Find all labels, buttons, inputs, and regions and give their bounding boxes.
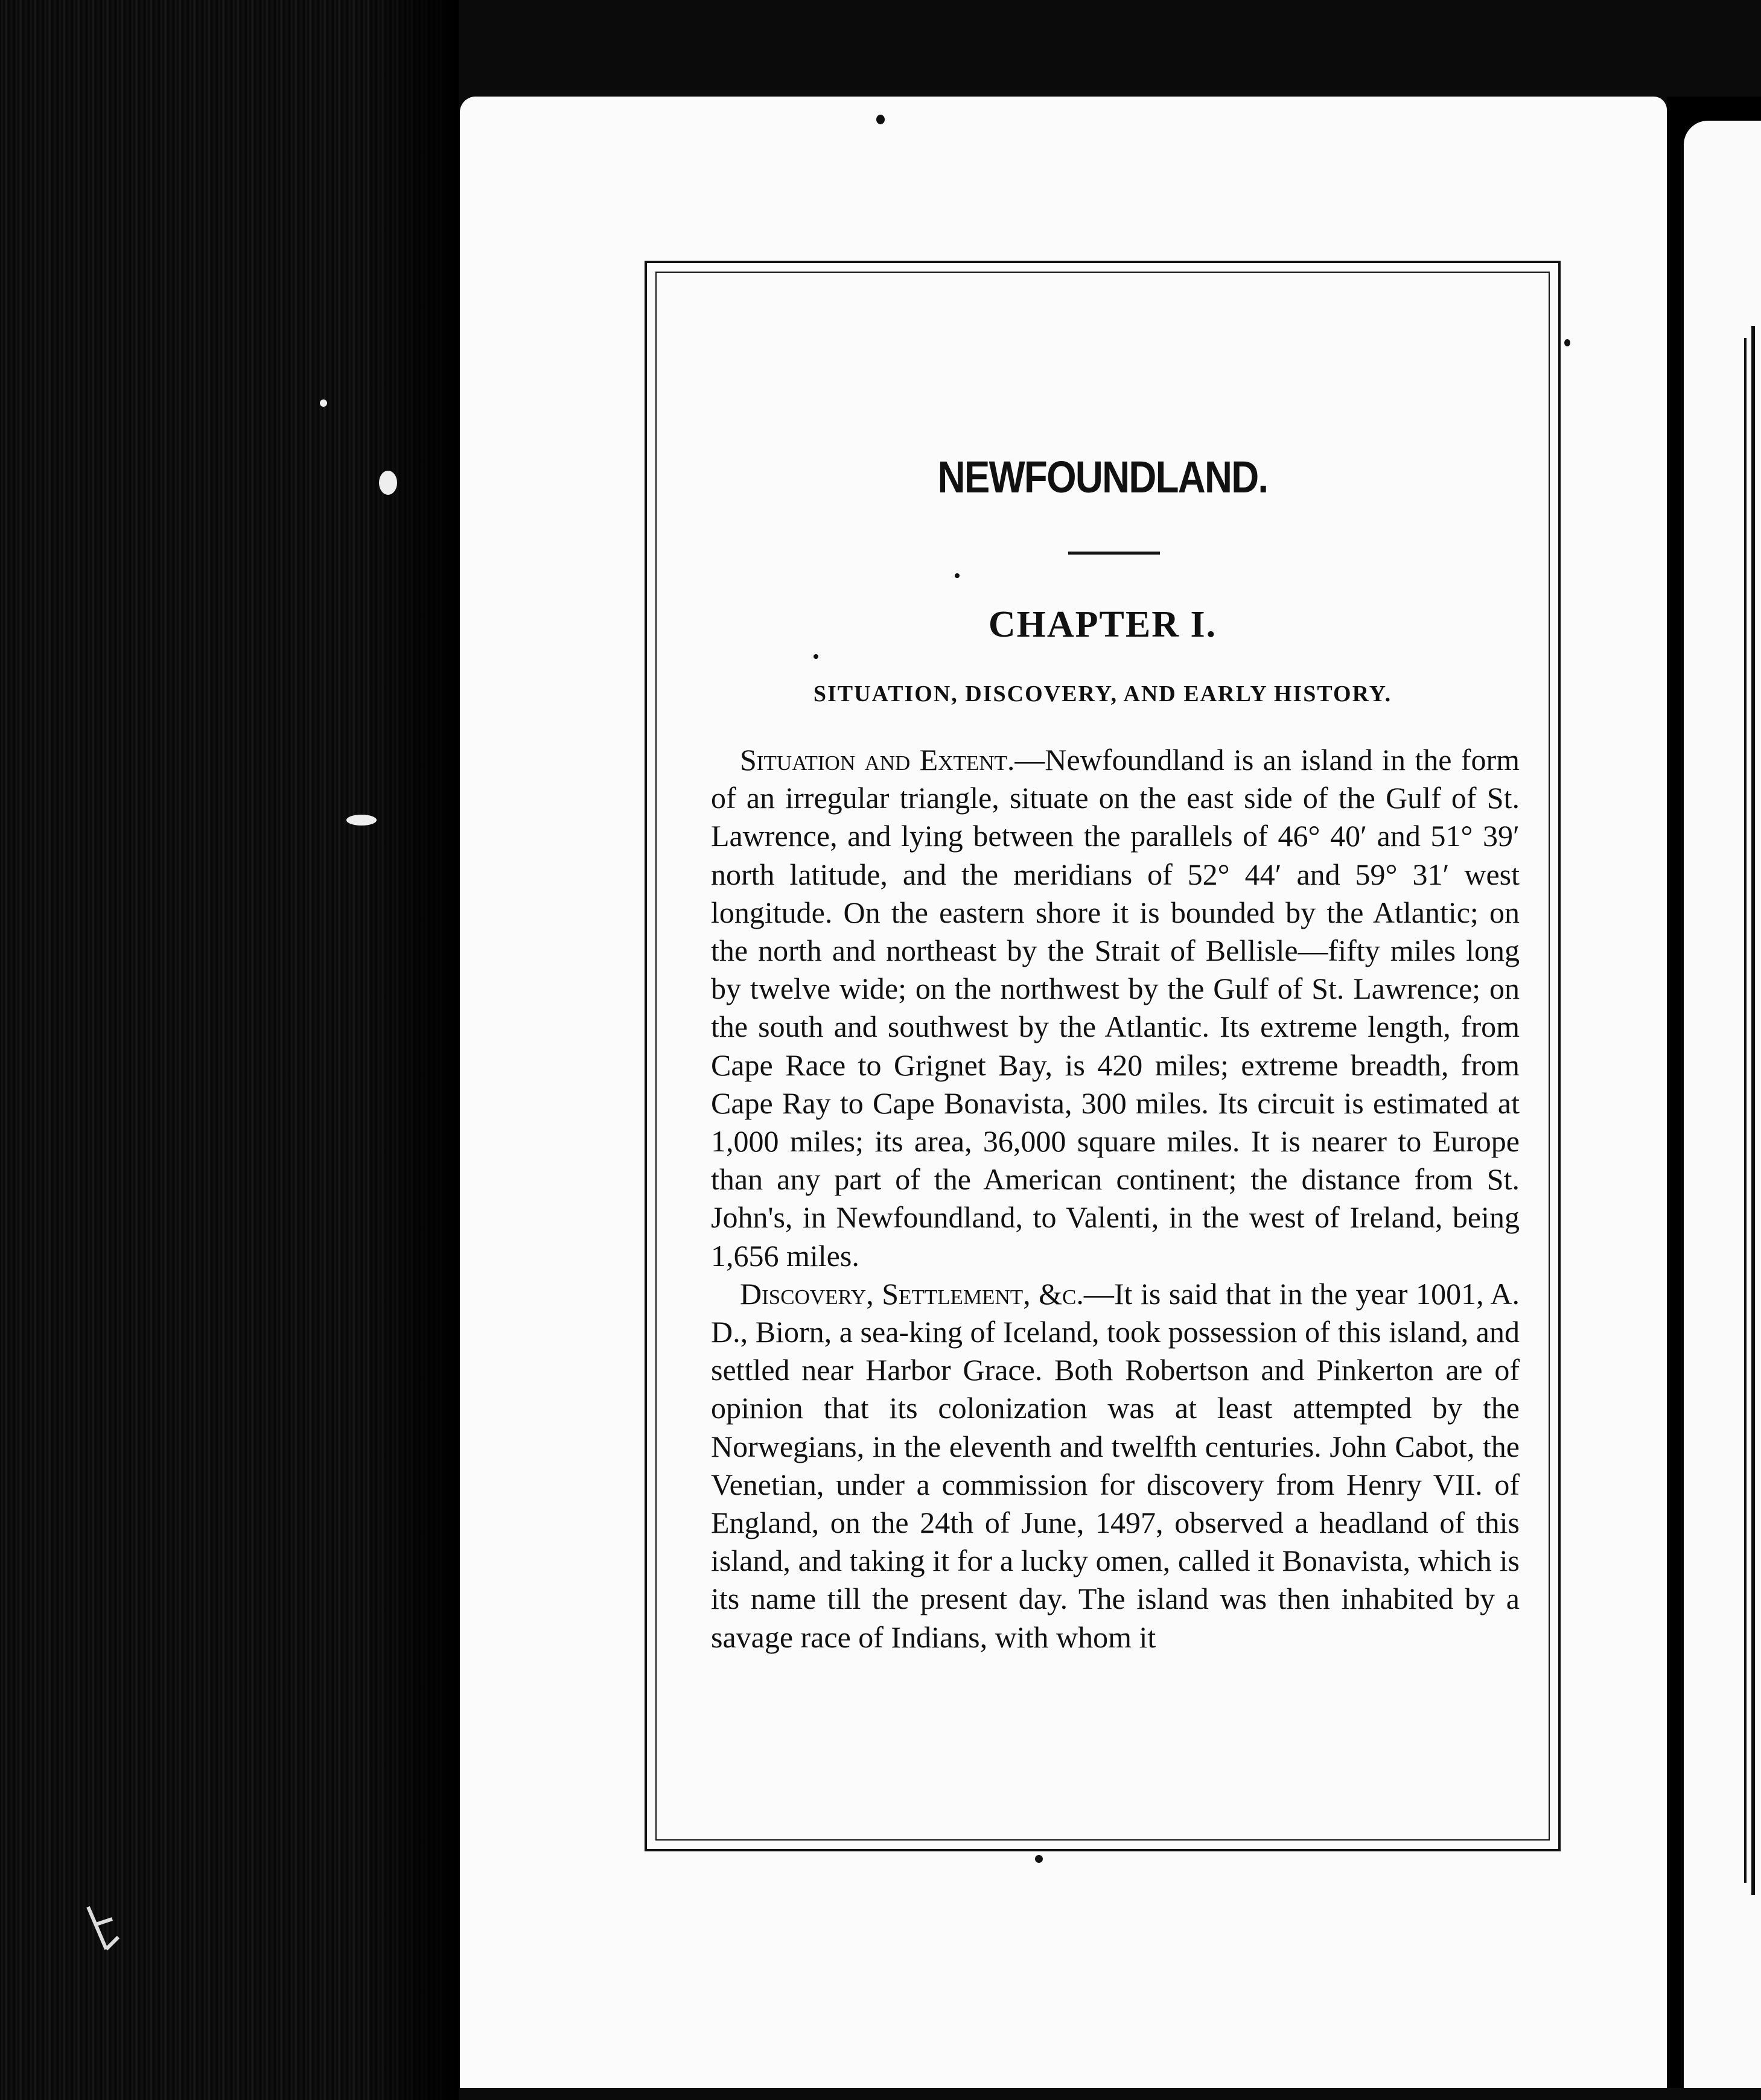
body-text [711, 741, 1520, 1656]
scan-speck [379, 471, 397, 495]
scan-speck [814, 654, 818, 659]
paragraph-text: —It is said that in the year 1001, A. D., Biorn, a sea-king of Iceland, took possession of this island, and settled near Harbor Grace. Both Robertson and Pinkerton are of opinion that its colonization was at least attempted by the Norwegians, in the eleventh and twelfth centuries. John Cabot, the Venetian, under a commission for discovery from Henry VII. of England, on the 24th of June, 1497, observed a headland of this island, and taking it for a lucky omen, called it Bonavista, which is its name till the present day. The island was then inhabited by a savage race of Indians, with whom it [711, 1276, 1520, 1654]
title-rule [1068, 552, 1160, 555]
chapter-heading: CHAPTER I. [988, 604, 1217, 645]
page-title: NEWFOUNDLAND. [937, 452, 1268, 502]
facing-page-frame-rule-inner [1744, 338, 1747, 1883]
gutter-shadow [362, 0, 459, 2100]
chapter-subtitle: SITUATION, DISCOVERY, AND EARLY HISTORY. [813, 681, 1392, 707]
scan-speck [876, 115, 885, 124]
paragraph-text: —Newfoundland is an island in the form of an irregular triangle, situate on the east side of the Gulf of St. Lawrence, and lying between the parallels of 46° 40′ and 51° 39′ north latitude, and the meridians of 52° 44′ and 59° 31′ west longitude. On the eastern shore it is bounded by the Atlantic; on the north and northeast by the Strait of Bellisle—fifty miles long by twelve wide; on the northwest by the Gulf of St. Lawrence; on the south and southwest by the Atlantic. Its extreme length, from Cape Race to Grignet Bay, is 420 miles; extreme breadth, from Cape Ray to Cape Bonavista, 300 miles. Its circuit is estimated at 1,000 miles; its area, 36,000 square miles. It is nearer to Europe than any part of the American continent; the distance from St. John's, in Newfoundland, to Valenti, in the west of Ireland, being 1,656 miles. [711, 743, 1520, 1273]
paragraph-discovery [711, 1275, 1520, 1656]
facing-page-edge [1667, 97, 1761, 2088]
folio-dot [1035, 1855, 1043, 1863]
facing-page-frame-rule [1751, 326, 1755, 1895]
paragraph-situation [711, 741, 1520, 1275]
scan-speck [346, 815, 377, 826]
scan-speck [955, 573, 960, 578]
scan-speck [1564, 339, 1570, 346]
run-in-heading: Discovery, Settlement, &c. [740, 1276, 1084, 1311]
scan-speck [320, 399, 327, 407]
run-in-heading: Situation and Extent. [740, 743, 1015, 777]
facing-page-sheet [1684, 121, 1761, 2088]
pencil-mark [82, 1901, 130, 1961]
